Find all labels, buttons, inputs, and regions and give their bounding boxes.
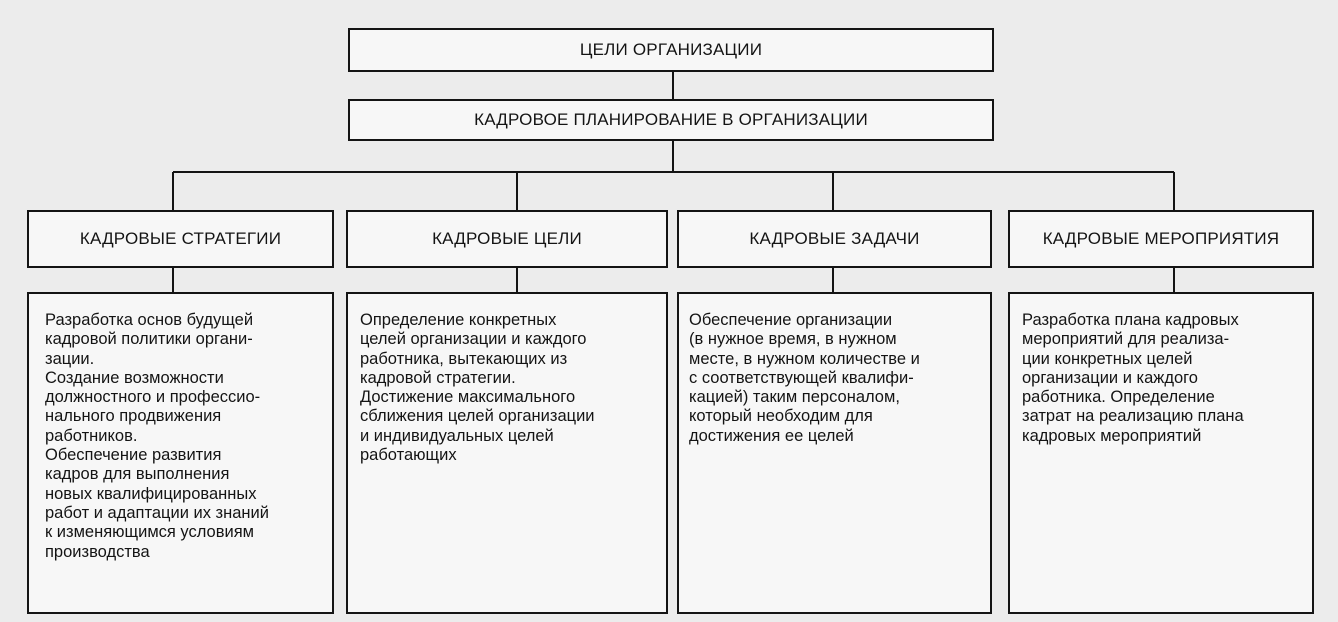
hr-tasks-label: КАДРОВЫЕ ЗАДАЧИ (749, 229, 920, 248)
hr-tasks-box (677, 210, 992, 268)
hr-goals-description: Определение конкретных целей организации и каждого работника, вытекающих из кадровой стратегии. Достижение максимального сближения целей организации и индивидуальных целей работающих (346, 292, 668, 614)
hr-planning-label: КАДРОВОЕ ПЛАНИРОВАНИЕ В ОРГАНИЗАЦИИ (474, 110, 868, 129)
hr-goals-label: КАДРОВЫЕ ЦЕЛИ (432, 229, 582, 248)
hr-measures-label: КАДРОВЫЕ МЕРОПРИЯТИЯ (1042, 229, 1280, 248)
hr-tasks-description: Обеспечение организации (в нужное время, в нужном месте, в нужном количестве и с соответствующей квалифи- кацией) таким персоналом, который необходим для достижения ее целей (677, 292, 992, 614)
hr-measures-box (1008, 210, 1314, 268)
organization-goals-label: ЦЕЛИ ОРГАНИЗАЦИИ (579, 40, 763, 59)
organization-goals-box (348, 28, 994, 72)
hr-measures-description: Разработка плана кадровых мероприятий для реализа- ции конкретных целей организации и каждого работника. Определение затрат на реализацию плана кадровых мероприятий (1008, 292, 1314, 614)
hr-strategies-description: Разработка основ будущей кадровой политики органи- зации. Создание возможности должностного и профессио- нального продвижения работников. Обеспечение развития кадров для выполнения новых квалифицированных работ и адаптации их знаний к изменяющимся условиям производства (27, 292, 334, 614)
hr-goals-box (346, 210, 668, 268)
hr-strategies-label: КАДРОВЫЕ СТРАТЕГИИ (79, 229, 282, 248)
hr-planning-box (348, 99, 994, 141)
hr-strategies-box (27, 210, 334, 268)
